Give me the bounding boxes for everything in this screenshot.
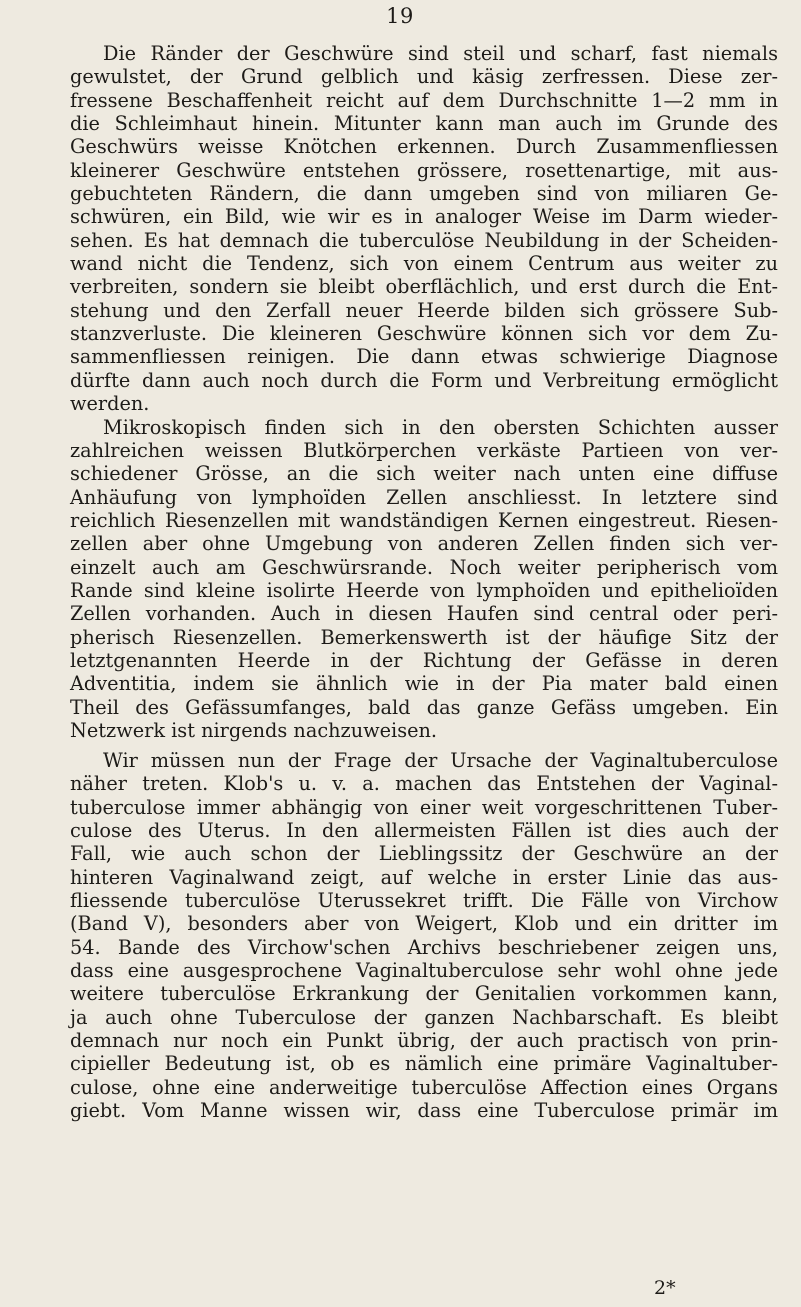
text-line: pherisch Riesenzellen. Bemerkenswerth ist der häufige Sitz der: [70, 625, 778, 649]
text-line: kleinerer Geschwüre entstehen grössere, rosettenartige, mit aus-: [70, 158, 778, 182]
text-line: dass eine ausgesprochene Vaginaltuberculose sehr wohl ohne jede: [70, 959, 778, 983]
paragraph-ulcer-description: [70, 42, 778, 416]
text-line: Wir müssen nun der Frage der Ursache der Vaginaltuberculose: [103, 749, 778, 772]
text-line: culose, ohne eine anderweitige tuberculöse Affection eines Organs: [70, 1075, 778, 1099]
paragraph-etiology: [70, 749, 778, 1123]
text-line: demnach nur noch ein Punkt übrig, der auch practisch von prin-: [70, 1029, 778, 1053]
text-line: Anhäufung von lymphoïden Zellen anschliesst. In letztere sind: [70, 485, 778, 509]
text-line: Geschwürs weisse Knötchen erkennen. Durch Zusammenfliessen: [70, 135, 778, 159]
text-line: ja auch ohne Tuberculose der ganzen Nachbarschaft. Es bleibt: [70, 1005, 778, 1029]
text-line: letztgenannten Heerde in der Richtung der Gefässe in deren: [70, 648, 778, 672]
text-line: 54. Bande des Virchow'schen Archivs beschriebener zeigen uns,: [70, 935, 778, 959]
text-line: Mikroskopisch finden sich in den obersten Schichten ausser: [103, 415, 778, 439]
page-number: 19: [386, 4, 414, 28]
text-line: cipieller Bedeutung ist, ob es nämlich eine primäre Vaginaltuber-: [70, 1052, 778, 1076]
paragraph-microscopic-findings: [70, 416, 778, 743]
text-line: Netzwerk ist nirgends nachzuweisen.: [70, 718, 438, 742]
text-line: näher treten. Klob's u. v. a. machen das Entstehen der Vaginal-: [70, 772, 778, 796]
text-line: Die Ränder der Geschwüre sind steil und scharf, fast niemals: [103, 42, 778, 65]
text-line: stehung und den Zerfall neuer Heerde bilden sich grössere Sub-: [70, 298, 778, 322]
text-line: weitere tuberculöse Erkrankung der Genitalien vorkommen kann,: [70, 982, 778, 1006]
text-line: Zellen vorhanden. Auch in diesen Haufen sind central oder peri-: [70, 602, 778, 626]
signature-mark: 2*: [654, 1277, 676, 1299]
text-line: Fall, wie auch schon der Lieblingssitz der Geschwüre an der: [70, 842, 778, 866]
text-line: zellen aber ohne Umgebung von anderen Zellen finden sich ver-: [70, 532, 778, 556]
text-line: culose des Uterus. In den allermeisten Fällen ist dies auch der: [70, 819, 778, 843]
text-line: sehen. Es hat demnach die tuberculöse Neubildung in der Scheiden-: [70, 228, 778, 252]
text-line: wand nicht die Tendenz, sich von einem Centrum aus weiter zu: [70, 252, 778, 276]
text-line: Rande sind kleine isolirte Heerde von lymphoïden und epithelioïden: [70, 578, 778, 602]
text-line: (Band V), besonders aber von Weigert, Klob und ein dritter im: [70, 912, 778, 936]
text-line: schiedener Grösse, an die sich weiter nach unten eine diffuse: [70, 462, 778, 486]
text-line: stanzverluste. Die kleineren Geschwüre können sich vor dem Zu-: [70, 322, 778, 346]
text-line: sammenfliessen reinigen. Die dann etwas schwierige Diagnose: [70, 345, 778, 369]
text-line: zahlreichen weissen Blutkörperchen verkäste Partieen von ver-: [70, 438, 778, 462]
text-block-upper: [70, 42, 778, 742]
text-line: gewulstet, der Grund gelblich und käsig zerfressen. Diese zer-: [70, 65, 778, 89]
text-line: fressene Beschaffenheit reicht auf dem Durchschnitte 1—2 mm in: [70, 88, 778, 112]
text-line: hinteren Vaginalwand zeigt, auf welche in erster Linie das aus-: [70, 865, 778, 889]
text-block-lower: [70, 749, 778, 1123]
text-line: reichlich Riesenzellen mit wandständigen Kernen eingestreut. Riesen-: [70, 508, 778, 532]
text-line: Theil des Gefässumfanges, bald das ganze Gefäss umgeben. Ein: [70, 695, 778, 719]
text-line: die Schleimhaut hinein. Mitunter kann man auch im Grunde des: [70, 112, 778, 136]
text-line: werden.: [70, 392, 150, 416]
text-line: Adventitia, indem sie ähnlich wie in der Pia mater bald einen: [70, 672, 778, 696]
text-line: gebuchteten Rändern, die dann umgeben sind von miliaren Ge-: [70, 182, 778, 206]
text-line: fliessende tuberculöse Uterussekret trifft. Die Fälle von Virchow: [70, 889, 778, 913]
text-line: schwüren, ein Bild, wie wir es in analoger Weise im Darm wieder-: [70, 205, 778, 229]
text-line: dürfte dann auch noch durch die Form und Verbreitung ermöglicht: [70, 368, 778, 392]
text-line: einzelt auch am Geschwürsrande. Noch weiter peripherisch vom: [70, 555, 778, 579]
text-line: verbreiten, sondern sie bleibt oberflächlich, und erst durch die Ent-: [70, 275, 778, 299]
text-line: tuberculose immer abhängig von einer weit vorgeschrittenen Tuber-: [70, 795, 778, 819]
text-line: giebt. Vom Manne wissen wir, dass eine Tuberculose primär im: [70, 1099, 778, 1123]
